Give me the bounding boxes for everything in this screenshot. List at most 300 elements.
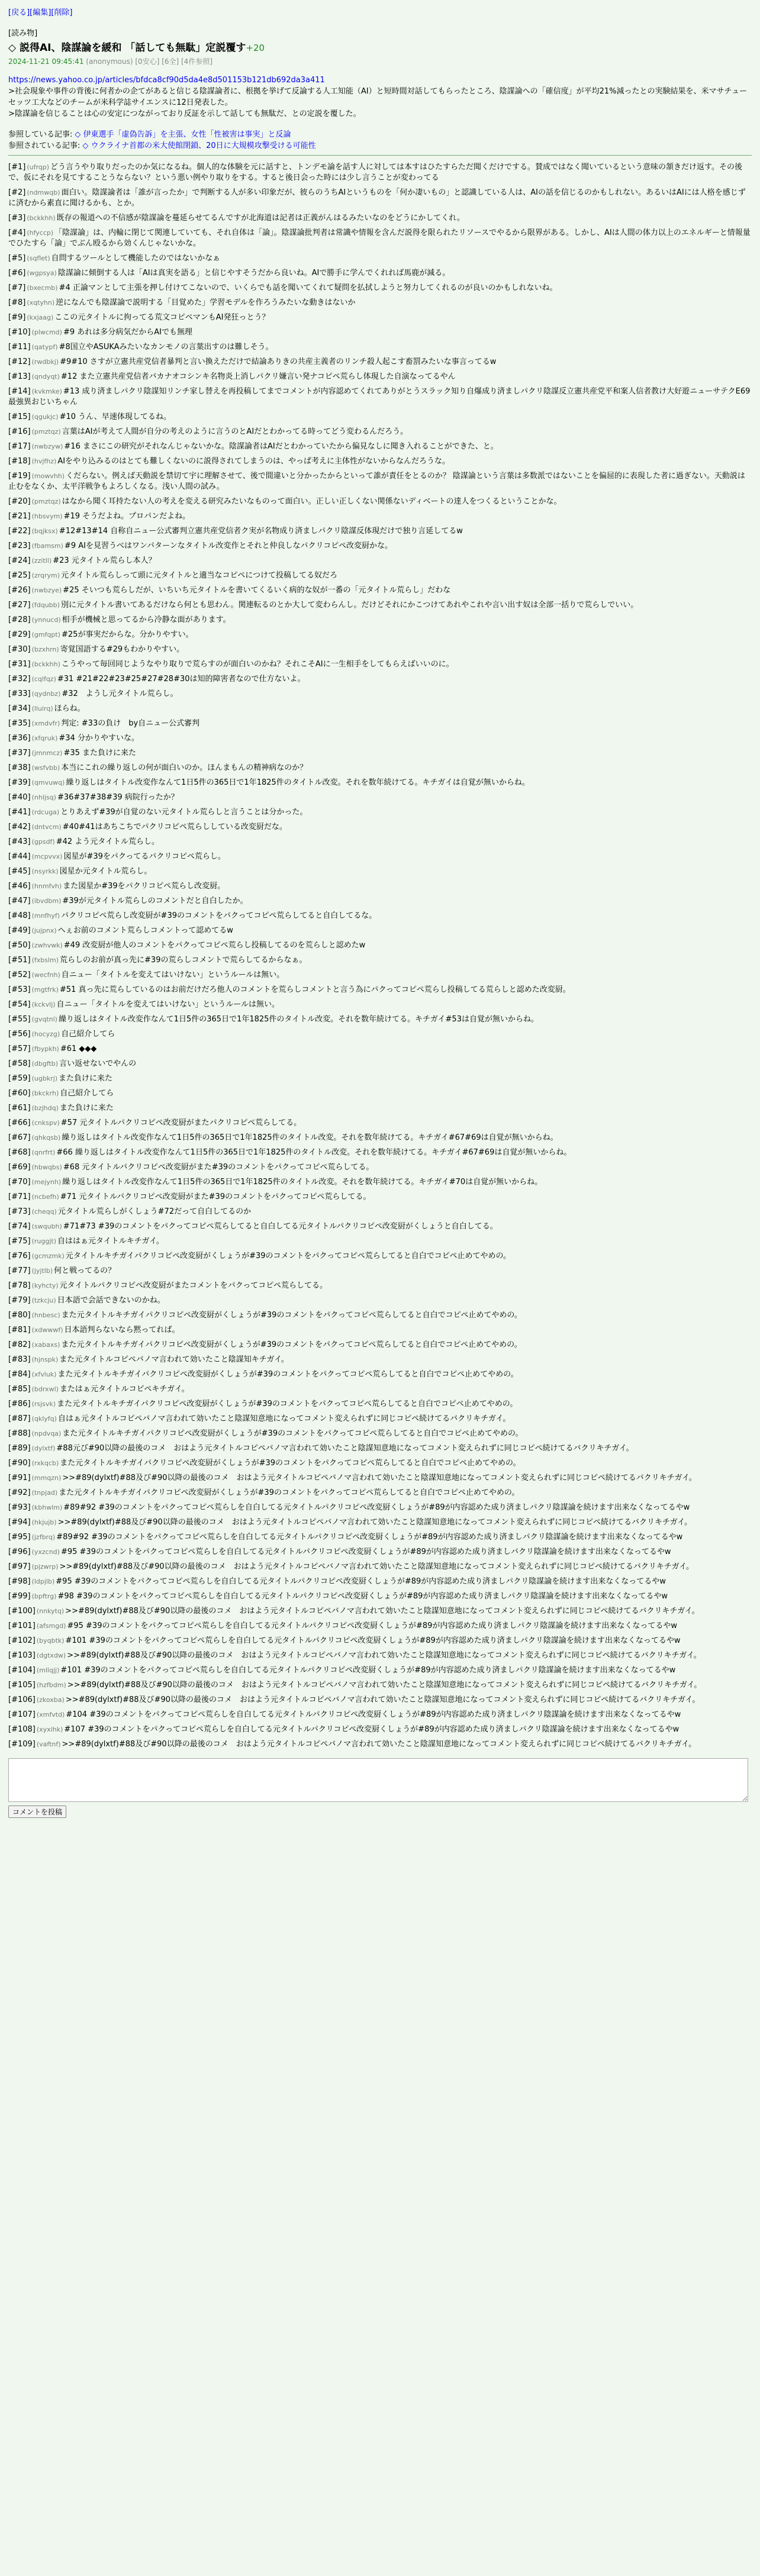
comment-user-id: (ruggjt)	[31, 1237, 56, 1245]
comment-text: #39が元タイトル荒らしのコメントだと自白したか。	[62, 897, 248, 905]
comment-text: また元タイトルコピペバノマ言われて効いたこと陰謀知キチガイ。	[59, 1355, 289, 1364]
comment-number[interactable]: [#53]	[8, 985, 31, 994]
comment-number[interactable]: [#107]	[8, 1710, 36, 1719]
comment-number[interactable]: [#31]	[8, 660, 31, 669]
comment-number[interactable]: [#42]	[8, 823, 31, 831]
comment-number[interactable]: [#79]	[8, 1296, 31, 1305]
comment-text: #25が事実だからな。分かりやすい。	[62, 630, 194, 639]
comment-text: 繰り返しはタイトル改変作なんて1日5件の365日で1年1825件のタイトル改変。それを数年続けてる。キチガイ#70は自覚が無いからね。	[62, 1178, 543, 1187]
vote-count[interactable]: +20	[246, 43, 265, 53]
category-label: [読み物]	[8, 29, 38, 38]
comment-number[interactable]: [#41]	[8, 808, 31, 817]
comment-text: #32 ようし元タイトル荒らし。	[62, 689, 178, 698]
comment-user-id: (nhljsq)	[31, 794, 56, 801]
comment-user-id: (ufrqp)	[27, 163, 50, 171]
comment-item	[8, 1693, 752, 1708]
comment-item	[8, 266, 752, 281]
comment-user-id: (mmqzn)	[31, 1474, 62, 1482]
comment-item	[8, 643, 752, 657]
comment-number[interactable]: [#77]	[8, 1266, 31, 1275]
comment-number[interactable]: [#49]	[8, 926, 31, 935]
comment-text: 自ははぁ元タイトルキチガイ。	[57, 1237, 164, 1246]
comment-text: #95 #39のコメントをパクってコピペ荒らしを自白してる元タイトルパクリコピペ改変厨くしょうが#89が内容認めた成り済ましパクリ陰謀論を続けます出来なくなってるやw	[56, 1577, 666, 1586]
comment-number[interactable]: [#99]	[8, 1592, 31, 1601]
comment-number[interactable]: [#29]	[8, 630, 31, 639]
source-url-row	[8, 76, 752, 85]
comment-text: #36#37#38#39 病院行ったか？	[57, 793, 179, 802]
comment-text: #104 #39のコメントをパクってコピペ荒らしを自白してる元タイトルパクリコピペ改変厨くしょうが#89が内容認めた成り済ましパクリ陰謀論を続けます出来なくなってるやw	[66, 1710, 681, 1719]
comment-item	[8, 1382, 752, 1397]
comment-text: またはぁ元タイトルコピペキチガイ。	[59, 1385, 189, 1394]
comment-form	[8, 1758, 752, 1818]
related-article-label: 参照している記事:	[8, 130, 73, 139]
delete-link[interactable]: [削除]	[51, 8, 73, 17]
comment-list	[8, 160, 752, 1752]
comment-number[interactable]: [#7]	[8, 283, 26, 292]
comment-number[interactable]: [#45]	[8, 867, 31, 876]
comment-number[interactable]: [#60]	[8, 1089, 31, 1098]
comment-number[interactable]: [#28]	[8, 615, 31, 624]
comment-text: 繰り返しはタイトル改変作なんて1日5件の365日で1年1825件のタイトル改変。それを数年続けてる。キチガイ#67#69は自覚が無いからね。	[62, 1133, 558, 1142]
comment-user-id: (rdcuga)	[31, 808, 60, 816]
comment-text: #107 #39のコメントをパクってコピペ荒らしを自白してる元タイトルパクリコピペ改変厨くしょうが#89が内容認めた成り済ましパクリ陰謀論を続けます出来なくなってるやw	[64, 1725, 680, 1734]
comment-number[interactable]: [#37]	[8, 749, 31, 757]
comment-number[interactable]: [#15]	[8, 412, 31, 421]
comment-text: また元タイトルキチガイパクリコピペ改変厨がくしょうが#39のコメントをパクってコピペ荒らしてると自白でコピペ止めてやめの。	[60, 1459, 521, 1468]
comment-user-id: (jujpnx)	[31, 927, 57, 934]
comment-user-id: (wsfvbb)	[31, 764, 60, 772]
comment-number[interactable]: [#33]	[8, 689, 31, 698]
comment-number[interactable]: [#6]	[8, 269, 26, 278]
comment-number[interactable]: [#56]	[8, 1030, 31, 1039]
comment-user-id: (tzkcju)	[31, 1297, 56, 1304]
quote-line: >陰謀論を信じることは心の安定につながっており反証を示して話しても無駄だ、との定説を覆した。	[8, 109, 361, 118]
comment-text: #9#10 さすが立憲共産党信者暴判と言い換えただけで結論ありきの共産主義者のリンチ殺人起こす畜罰みたいな事言ってるw	[60, 357, 497, 366]
comment-text: #4 正論マンとして主張を押し付けてこないので、いくらでも話を聞いてくれて疑問を払拭しようと努力してくれるのが良いのかもしれないね。	[59, 283, 558, 292]
comment-number[interactable]: [#5]	[8, 254, 26, 263]
comment-item	[8, 1013, 752, 1027]
comment-number[interactable]: [#71]	[8, 1192, 31, 1201]
comment-number[interactable]: [#9]	[8, 313, 26, 322]
related-article-link[interactable]: ◇ 伊東選手「虚偽告訴」を主張、女性「性被害は事実」と反論	[75, 130, 291, 139]
comment-text: AIをやり込みるのはとても難しくないのに説得されてしまうのは、やっぱ考えに主体性がないからなんだろうな。	[57, 457, 450, 466]
comment-user-id: (jzfbrq)	[31, 1533, 56, 1541]
comment-item	[8, 495, 752, 510]
comment-text: >>#89(dylxtf)#88及び#90以降の最後のコメ おはよう元タイトルコピペバノマ言われて効いたこと陰謀知意地になってコメント変えられずに同じコピペ続けてるバクリキチガイ。	[65, 1607, 700, 1616]
top-nav	[8, 6, 752, 17]
comment-text: #35 また負けに来た	[63, 749, 137, 757]
comment-text: 既存の報道への不信感が陰謀論を蔓延らせてるんですが北海道は記者は正義がんはるみたいなのをどうにかしてくれ。	[56, 214, 465, 223]
comment-number[interactable]: [#97]	[8, 1562, 31, 1571]
comment-item	[8, 687, 752, 702]
comment-item	[8, 211, 752, 226]
comment-item	[8, 1530, 752, 1545]
comment-text: #88元び#90以降の最後のコメ おはよう元タイトルコピペバノマ言われて効いたこと陰謀知意地になってコメント変えられずに同じコピペ続けてるバクリキチガイ。	[56, 1444, 634, 1453]
comment-user-id: (pmztqz)	[31, 428, 61, 436]
comment-text: 本当にこれの繰り返しの何が面白いのか。ほんまもんの精神病なのか？	[61, 763, 308, 772]
comment-number[interactable]: [#8]	[8, 298, 26, 307]
comment-user-id: (hkjujb)	[31, 1518, 57, 1526]
comment-user-id: (afsmgd)	[36, 1622, 66, 1630]
comment-number[interactable]: [#13]	[8, 372, 31, 381]
comment-number[interactable]: [#2]	[8, 188, 26, 197]
comment-text: #12 また立憲共産党信者バカナオコシンキ名物炎上消しパクリ嫌言い発ナコピペ荒らし体現した自演なってるやん	[60, 372, 456, 381]
comment-number[interactable]: [#40]	[8, 793, 31, 802]
comment-number[interactable]: [#66]	[8, 1118, 31, 1127]
comment-item	[8, 1190, 752, 1205]
divider	[8, 155, 752, 156]
source-url-link[interactable]: https://news.yahoo.co.jp/articles/bfdca8cf90d5da4e8d501153b121db692da3a411	[8, 76, 325, 85]
comment-item	[8, 1560, 752, 1575]
comment-text: どう言うやり取りだったのか気になるね。個人的な体験を元に話すと、トンデモ論を話す人に対しては本すはひたすらただ聞くだけでする。賛成ではなく聞いているという意味の頷きだけ返す。その後で、仮にそれを見てすることうならない？という悪い例やり取りをする。すると後日会った時には少し言うことが変わってる	[8, 163, 743, 182]
comment-text: 何と戦ってるの？	[54, 1266, 116, 1275]
comment-number[interactable]: [#43]	[8, 837, 31, 846]
comment-item	[8, 1279, 752, 1294]
comment-number[interactable]: [#23]	[8, 541, 31, 550]
comment-number[interactable]: [#78]	[8, 1281, 31, 1290]
comment-text: 逆になんでも陰謀論で説明する「目覚めた」学習モデルを作ろうみたいな動きはないか	[56, 298, 356, 307]
comment-user-id: (ibvdbm)	[31, 897, 62, 905]
comment-number[interactable]: [#48]	[8, 911, 31, 920]
post-user: (anonymous)	[86, 57, 133, 66]
comment-number[interactable]: [#26]	[8, 586, 31, 595]
comment-item	[8, 1072, 752, 1087]
comment-number[interactable]: [#22]	[8, 527, 31, 536]
comment-item	[8, 805, 752, 820]
comment-user-id: (qhkqsb)	[31, 1134, 61, 1142]
comment-number[interactable]: [#108]	[8, 1725, 36, 1734]
comment-user-id: (tnpjad)	[31, 1489, 58, 1497]
page-title-text: ◇ 説得AI、陰謀論を緩和 「話しても無駄」定説覆す	[8, 42, 246, 54]
comment-number[interactable]: [#105]	[8, 1681, 36, 1690]
comment-number[interactable]: [#95]	[8, 1533, 31, 1542]
comment-text: #10 うん、早速体現してるね。	[59, 412, 171, 421]
comment-user-id: (bxecmb)	[27, 284, 58, 292]
comment-number[interactable]: [#80]	[8, 1311, 31, 1320]
comment-user-id: (gmfqpt)	[31, 631, 61, 639]
comment-text: はなから聞く耳持たない人の考えを変える研究みたいなものって面白い。正しい正しくない関係ないディベートの達人をつくるということかな。	[62, 497, 562, 506]
comment-user-id: (xmfvtd)	[36, 1711, 65, 1719]
comment-item	[8, 657, 752, 672]
comment-number[interactable]: [#44]	[8, 852, 31, 861]
comment-text: #66 繰り返しはタイトル改変作なんて1日5件の365日で1年1825件のタイトル改変。それを数年続けてる。キチガイ#67#69は自覚が無いからね。	[56, 1148, 572, 1157]
comment-text: 繰り返しはタイトル改変作なんて1日5件の365日で1年1825件のタイトル改変。それを数年続けてる。キチガイは自覚が無いからね。	[66, 778, 530, 787]
comment-text: ほらね。	[54, 704, 85, 713]
comment-text: #16 まさにこの研究がそれなんじゃないかな。陰謀論者はAIだとわかっていたから偏見なしに聞き入れることができた、と。	[64, 442, 498, 451]
comment-item	[8, 1471, 752, 1486]
comment-user-id: (swqubh)	[31, 1223, 62, 1230]
comment-number[interactable]: [#21]	[8, 512, 31, 521]
comment-text: #49 改変厨が他人のコメントをパクってコピペ荒らし投稿してるのを荒らしと認めたw	[63, 941, 366, 950]
comment-text: #89#92 #39のコメントをパクってコピペ荒らしを自白してる元タイトルパクリコピペ改変厨くしょうが#89が内容認めた成り済ましパクリ陰謀論を続けます出来なくなってるやw	[63, 1503, 690, 1512]
comment-number[interactable]: [#18]	[8, 457, 31, 466]
comment-number[interactable]: [#83]	[8, 1355, 31, 1364]
comment-number[interactable]: [#61]	[8, 1104, 31, 1113]
comment-number[interactable]: [#4]	[8, 228, 26, 237]
back-link[interactable]: [戻る]	[8, 8, 30, 17]
comment-item	[8, 1220, 752, 1234]
comment-item	[8, 1516, 752, 1530]
comment-number[interactable]: [#58]	[8, 1059, 31, 1068]
related-articles	[8, 129, 752, 151]
comment-user-id: (xyxihk)	[36, 1726, 63, 1733]
comment-text: #71 元タイトルパクリコピペ改変厨がまた#39のコメントをパクってコピペ荒らしてる。	[60, 1192, 371, 1201]
comment-user-id: (xqtyhn)	[27, 299, 55, 307]
comment-item	[8, 440, 752, 454]
comment-user-id: (bkckrh)	[31, 1089, 59, 1097]
comment-number[interactable]: [#14]	[8, 387, 31, 396]
comment-number[interactable]: [#38]	[8, 763, 31, 772]
comment-item	[8, 1205, 752, 1220]
comment-user-id: (mgtfrk)	[31, 986, 59, 994]
comment-item	[8, 1160, 752, 1175]
comment-user-id: (hnbesc)	[31, 1311, 60, 1319]
comment-number[interactable]: [#10]	[8, 328, 31, 337]
comment-number[interactable]: [#67]	[8, 1133, 31, 1142]
comment-number[interactable]: [#24]	[8, 556, 31, 565]
comment-user-id: (zwhvwk)	[31, 942, 63, 949]
comment-number[interactable]: [#88]	[8, 1429, 31, 1438]
comment-user-id: (wgpsya)	[27, 269, 57, 277]
comment-number[interactable]: [#82]	[8, 1340, 31, 1349]
comment-item	[8, 1308, 752, 1323]
comment-number[interactable]: [#55]	[8, 1015, 31, 1024]
comment-item	[8, 879, 752, 894]
comment-user-id: (fdqubb)	[31, 601, 60, 609]
comment-number[interactable]: [#76]	[8, 1252, 31, 1260]
comment-number[interactable]: [#100]	[8, 1607, 36, 1616]
comment-number[interactable]: [#54]	[8, 1000, 31, 1009]
comment-text: 自己紹介してら	[60, 1089, 114, 1098]
comment-item	[8, 454, 752, 469]
comment-item	[8, 1027, 752, 1042]
comment-number[interactable]: [#91]	[8, 1474, 31, 1482]
comment-number[interactable]: [#39]	[8, 778, 31, 787]
comment-user-id: (bdrxwl)	[31, 1385, 59, 1393]
comment-text: 言い返せないでやんの	[59, 1059, 137, 1068]
comment-number[interactable]: [#50]	[8, 941, 31, 950]
comment-user-id: (gvqtnl)	[31, 1015, 57, 1023]
comment-number[interactable]: [#27]	[8, 601, 31, 610]
comment-number[interactable]: [#57]	[8, 1044, 31, 1053]
comment-item	[8, 325, 752, 340]
comment-user-id: (bckkhh)	[27, 214, 56, 222]
comment-user-id: (nnkytq)	[36, 1607, 65, 1615]
comment-text: また負けに来た	[59, 1074, 113, 1083]
comment-text: 判定: #33の負け by自ニュー公式審判	[61, 719, 200, 728]
comment-user-id: (gcmzmk)	[31, 1252, 65, 1260]
comment-item	[8, 1116, 752, 1131]
comment-number[interactable]: [#102]	[8, 1636, 36, 1645]
comment-number[interactable]: [#19]	[8, 472, 31, 481]
comment-text: パクリコピペ荒らし改変厨が#39のコメントをパクってコピペ荒らしてると自白してるな。	[61, 911, 377, 920]
comment-text: #101 #39のコメントをパクってコピペ荒らしを自白してる元タイトルパクリコピペ改変厨くしょうが#89が内容認めた成り済ましパクリ陰謀論を続けます出来なくなってるやw	[65, 1636, 681, 1645]
comment-number[interactable]: [#47]	[8, 897, 31, 905]
comment-text: また元タイトルキチガイパクリコピペ改変厨がくしょうが#39のコメントをパクってコピペ荒らしてると自白でコピペ止めてやめの。	[61, 1340, 522, 1349]
comment-item	[8, 1486, 752, 1501]
comment-user-id: (wecfnh)	[31, 971, 60, 979]
comment-item	[8, 186, 752, 211]
quote-line: >社会現象や事件の背後に何者かの企てがあると信じる陰謀論者に、根拠を挙げて反論する人工知能（AI）と短時間対話してもらったところ、陰謀論への「確信度」が平均21%減ったとの実験結果を、米マサチューセッツ工大などのチームが米科学誌サイエンスに12日発表した。	[8, 87, 748, 107]
comment-user-id: (nsyrkk)	[31, 868, 59, 875]
comment-item	[8, 425, 752, 440]
comment-number[interactable]: [#59]	[8, 1074, 31, 1083]
comment-user-id: (kckvlj)	[31, 1001, 56, 1008]
comment-number[interactable]: [#30]	[8, 645, 31, 654]
comment-text: #95 #39のコメントをパクってコピペ荒らしを自白してる元タイトルパクリコピペ改変厨くしょうが#89が内容認めた成り済ましパクリ陰謀論を続けます出来なくなってるやw	[67, 1621, 678, 1630]
comment-user-id: (dgtxdw)	[36, 1652, 66, 1659]
comment-user-id: (rsjsvk)	[31, 1400, 56, 1408]
comment-number[interactable]: [#69]	[8, 1163, 31, 1172]
comment-item	[8, 1708, 752, 1723]
comment-item	[8, 569, 752, 583]
comment-user-id: (qmvuwq)	[31, 779, 65, 786]
comment-number[interactable]: [#87]	[8, 1414, 31, 1423]
comment-user-id: (lluirq)	[31, 705, 53, 712]
comment-number[interactable]: [#51]	[8, 956, 31, 965]
comment-user-id: (hfyccp)	[27, 229, 54, 237]
comment-text: 荒らしのお前が真っ先に#39の荒らしコメントで荒らしてるからなぁ。	[60, 956, 307, 965]
comment-item	[8, 865, 752, 879]
comment-number[interactable]: [#96]	[8, 1547, 31, 1556]
comment-number[interactable]: [#106]	[8, 1695, 36, 1704]
comment-text: #71#73 #39のコメントをパクってコピペ荒らしてると自白してる元タイトルパクリコピペ改変厨がくしょうと自白してる。	[63, 1222, 498, 1231]
comment-item	[8, 1501, 752, 1516]
comment-text: #8国立やASUKAみたいなカンモノの言葉出すのは難しそう。	[59, 343, 273, 352]
comment-item	[8, 1427, 752, 1442]
comment-item	[8, 998, 752, 1013]
comment-number[interactable]: [#25]	[8, 571, 31, 580]
comment-text: こうやって毎回同じようなやり取りで荒らすのが面白いのかね？それこそAIに一生相手をしてもらえばいいのに。	[61, 660, 454, 669]
comment-item	[8, 894, 752, 909]
comment-number[interactable]: [#103]	[8, 1651, 36, 1660]
comment-number[interactable]: [#17]	[8, 442, 31, 451]
comment-item	[8, 1042, 752, 1057]
comment-text: また元タイトルキチガイパクリコピペ改変厨がくしょうが#39のコメントをパクってコピペ荒らしてると自白でコピペ止めてやめの。	[62, 1429, 523, 1438]
comment-number[interactable]: [#93]	[8, 1503, 31, 1512]
comment-item	[8, 702, 752, 717]
comment-text: とりあえず#39が自覚のない元タイトル荒らしと言うことは分かった。	[60, 808, 308, 817]
comment-text: また負けに来た	[59, 1104, 114, 1113]
submit-comment-button[interactable]: コメントを投稿	[8, 1806, 66, 1818]
comment-item	[8, 1619, 752, 1634]
comment-item	[8, 1575, 752, 1590]
comment-number[interactable]: [#109]	[8, 1740, 36, 1749]
comment-user-id: (rwdbkj)	[31, 358, 59, 366]
comment-number[interactable]: [#89]	[8, 1444, 31, 1453]
comment-item	[8, 160, 752, 186]
comment-number[interactable]: [#3]	[8, 214, 26, 223]
comment-number[interactable]: [#12]	[8, 357, 31, 366]
comment-number[interactable]: [#20]	[8, 497, 31, 506]
comment-user-id: (jyjtlb)	[31, 1267, 53, 1275]
comment-number[interactable]: [#104]	[8, 1666, 36, 1675]
comment-number[interactable]: [#36]	[8, 734, 31, 743]
comment-user-id: (hbsvym)	[31, 512, 63, 520]
comment-user-id: (hnmfvh)	[31, 882, 62, 890]
comment-item	[8, 226, 752, 252]
comment-user-id: (mnfhyf)	[31, 912, 60, 920]
comment-user-id: (kvkmke)	[31, 388, 62, 395]
comment-number[interactable]: [#84]	[8, 1370, 31, 1379]
comment-item	[8, 1131, 752, 1146]
comment-user-id: (xfvluk)	[31, 1371, 57, 1378]
comment-text: #25 そいつも荒らしだが、いちいち元タイトルを書いてくるいく病的な奴が一番の「元タイトル荒らし」だわな	[63, 586, 451, 595]
comment-text: #89#92 #39のコメントをパクってコピペ荒らしを自白してる元タイトルパクリコピペ改変厨くしょうが#89が内容認めた成り済ましパクリ陰謀論を続けます出来なくなってるやw	[56, 1533, 683, 1542]
comment-number[interactable]: [#16]	[8, 427, 31, 436]
post-datetime: 2024-11-21 09:45:41	[8, 57, 84, 66]
comment-textarea[interactable]	[8, 1758, 748, 1802]
comment-item	[8, 355, 752, 370]
comment-number[interactable]: [#75]	[8, 1237, 31, 1246]
post-stats: [0安心] [6全] [4件参照]	[135, 57, 212, 66]
comment-user-id: (fxbslm)	[31, 956, 59, 964]
comment-number[interactable]: [#74]	[8, 1222, 31, 1231]
comment-user-id: (npdvqa)	[31, 1430, 62, 1437]
comment-number[interactable]: [#46]	[8, 882, 31, 891]
comment-number[interactable]: [#94]	[8, 1518, 31, 1527]
comment-number[interactable]: [#73]	[8, 1207, 31, 1216]
comment-user-id: (gpsdf)	[31, 838, 55, 846]
comment-item	[8, 539, 752, 554]
comment-number[interactable]: [#81]	[8, 1326, 31, 1334]
comment-item	[8, 281, 752, 296]
comment-number[interactable]: [#34]	[8, 704, 31, 713]
comment-number[interactable]: [#52]	[8, 971, 31, 979]
edit-link[interactable]: [編集]	[30, 8, 51, 17]
comment-user-id: (bzjhdq)	[31, 1104, 59, 1112]
comment-number[interactable]: [#70]	[8, 1178, 31, 1187]
comment-number[interactable]: [#90]	[8, 1459, 31, 1468]
comment-user-id: (zzitll)	[31, 557, 52, 565]
comment-number[interactable]: [#11]	[8, 343, 31, 352]
comment-item	[8, 583, 752, 598]
comment-item	[8, 731, 752, 746]
comment-number[interactable]: [#32]	[8, 675, 31, 684]
comment-user-id: (kxjaag)	[27, 314, 54, 321]
comment-number[interactable]: [#85]	[8, 1385, 31, 1394]
comment-item	[8, 1353, 752, 1368]
comment-item	[8, 1649, 752, 1663]
comment-item	[8, 311, 752, 325]
comment-text: また元タイトルキチガイパクリコピペ改変厨がくしょうが#39のコメントをパクってコピペ荒らしてると自白でコピペ止めてやめの。	[61, 1311, 522, 1320]
comment-item	[8, 776, 752, 791]
comment-number[interactable]: [#35]	[8, 719, 31, 728]
related-article-link[interactable]: ◇ ウクライナ首都の米大使館閉鎖、20日に大規模攻撃受ける可能性	[82, 141, 316, 150]
comment-number[interactable]: [#101]	[8, 1621, 36, 1630]
comment-number[interactable]: [#86]	[8, 1400, 31, 1408]
comment-number[interactable]: [#98]	[8, 1577, 31, 1586]
comment-user-id: (hocyzg)	[31, 1030, 60, 1038]
comment-item	[8, 1604, 752, 1619]
comment-text: 面白い。陰謀論者は「誰が言ったか」で判断する人が多い印象だが、彼らのうちAIというものを「何か凄いもの」と認識している人は、AIの話を信じるのかもしれない。あるいはAIには人格を感じずに済むから素直に聞けるかも、とか。	[8, 188, 746, 208]
comment-text: >>#89(dylxtf)#88及び#90以降の最後のコメ おはよう元タイトルコピペバノマ言われて効いたこと陰謀知意地になってコメント変えられずに同じコピペ続けてるバクリキチガイ。	[67, 1651, 701, 1660]
comment-item	[8, 1368, 752, 1382]
comment-text: 繰り返しはタイトル改変作なんて1日5件の365日で1年1825件のタイトル改変。それを数年続けてる。キチガイ#53は自覚が無いからね。	[58, 1015, 539, 1024]
comment-number[interactable]: [#68]	[8, 1148, 31, 1157]
comment-user-id: (qatypf)	[31, 343, 58, 351]
comment-text: >>#89(dylxtf)#88及び#90以降の最後のコメ おはよう元タイトルコピペバノマ言われて効いたこと陰謀知意地になってコメント変えられずに同じコピペ続けてるバクリキチガイ。	[62, 1474, 697, 1482]
comment-number[interactable]: [#92]	[8, 1488, 31, 1497]
source-quote	[8, 86, 752, 120]
comment-user-id: (bckkhh)	[31, 660, 60, 668]
comment-item	[8, 968, 752, 983]
comment-text: ここの元タイトルに拘ってる荒文コピペマンもAI発狂っとう？	[54, 313, 270, 322]
comment-text: #101 #39のコメントをパクってコピペ荒らしを自白してる元タイトルパクリコピペ改変厨くしょうが#89が内容認めた成り済ましパクリ陰謀論を続けます出来なくなってるやw	[60, 1666, 676, 1675]
comment-item	[8, 761, 752, 776]
comment-number[interactable]: [#1]	[8, 163, 26, 172]
comment-text: >>#89(dylxtf)#88及び#90以降の最後のコメ おはよう元タイトルコピペバノマ言われて効いたこと陰謀知意地になってコメント変えられずに同じコピペ続けてるバクリキチガイ。	[62, 1740, 697, 1749]
